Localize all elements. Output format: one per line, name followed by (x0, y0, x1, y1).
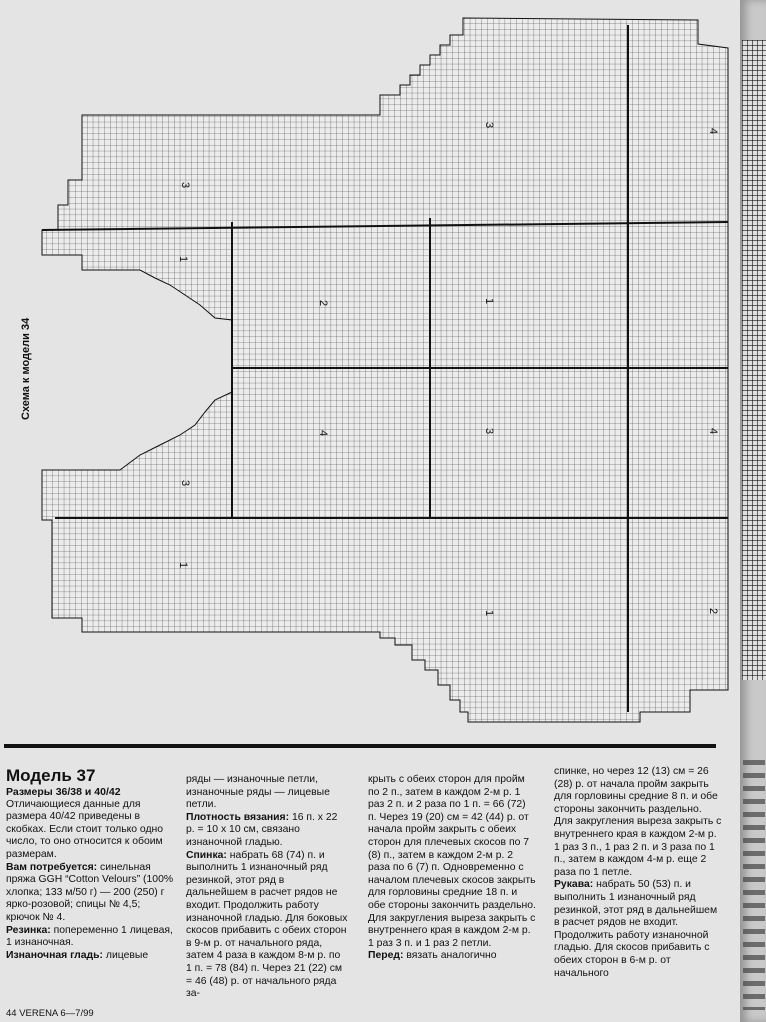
zone-number: 3 (179, 182, 191, 189)
zone-number: 1 (483, 298, 495, 305)
zone-number: 3 (483, 122, 495, 129)
intro-text: Отличающиеся данные для размера 40/42 приведены в скобках. Если стоит только одно число, то оно относится к обоим размерам. (6, 798, 164, 860)
sleeve-paragraph (554, 879, 722, 980)
next-page-text-fragment (743, 760, 765, 1010)
back-paragraph (186, 850, 348, 1001)
density-paragraph (186, 812, 348, 850)
scheme-label: Схема к модели 34 (20, 317, 32, 420)
back-continued: крыть с обеих сторон для пройм по 2 п., затем в каждом 2-м р. 1 раз 2 п. и 2 раза по 1 п. = 66 (72) п. Через 19 (20) см = 42 (44) р. от начала пройм закрыть с обеих сторон для плечевых скосов по 7 (8) п., затем в каждом 2-м р. 2 раза по 6 (7) п. Одновременно с началом плечевых скосов закрыть для горловины средние 18 п. и обе стороны закончить раздельно. Для закругления выреза закрыть с внутреннего края в каждом 2-м р. 1 раз 3 п. и 1 раз 2 петли. (368, 774, 536, 949)
next-page-edge (740, 0, 766, 1022)
materials-paragraph (6, 862, 174, 925)
rib-text: попеременно 1 лицевая, 1 изнаночная. (6, 924, 173, 949)
article-column-3 (368, 774, 536, 963)
page-footer: 44 VERENA 6—7/99 (6, 1008, 94, 1019)
rib-label: Резинка: (6, 924, 51, 936)
materials-text: синельная пряжа GGH “Cotton Velours” (100% хлопка; 133 м/50 г) — 200 (250) г ярко-розовой; спицы № 4,5; крючок № 4. (6, 861, 174, 923)
sleeve-label: Рукава: (554, 879, 594, 891)
zone-number: 2 (317, 300, 329, 307)
zone-number: 1 (177, 256, 189, 263)
density-label: Плотность вязания: (186, 811, 290, 823)
article-column-2 (186, 774, 348, 1001)
materials-label: Вам потребуется: (6, 861, 98, 873)
section-divider (4, 744, 716, 748)
purl-text: лицевые (105, 949, 149, 961)
article-column-4 (554, 766, 722, 980)
back-text: набрать 68 (74) п. и выполнить 1 изнаночный ряд резинкой, этот ряд в дальнейшем в расчет рядов не входит. Продолжить работу изнаночной гладью. Для боковых скосов прибавить с обеих сторон в 9-м р. от начального ряда, затем 4 раза в каждом 8-м р. по 1 п. = 78 (84) п. Через 21 (22) см = 46 (48) р. от начального ряда за- (186, 849, 348, 1000)
model-title: Модель 37 (6, 766, 96, 785)
front-text: вязать аналогично (406, 950, 497, 962)
zone-number: 2 (707, 608, 719, 615)
front-paragraph (368, 950, 536, 963)
front-continued: спинке, но через 12 (13) см = 26 (28) р. от начала пройм закрыть для горловины средние 8 п. и обе стороны закончить раздельно. Для закругления выреза закрыть с внутреннего края в каждом 2-м р. 1 раз 3 п., 1 раз 2 п. и 3 раза по 1 п., затем в каждом 4-м р. еще 2 раза по 1 петле. (554, 766, 722, 878)
zone-number: 3 (179, 480, 191, 487)
back-label: Спинка: (186, 849, 227, 861)
sleeve-text: набрать 50 (53) п. и выполнить 1 изнаночный ряд резинкой, этот ряд в дальнейшем в расчет рядов не входит. Продолжить работу изнаночной гладью. Для скосов прибавить с обеих сторон в 6-м р. от начального (554, 879, 718, 979)
sizes-heading: Размеры 36/38 и 40/42 (6, 786, 121, 798)
purl-continued: ряды — изнаночные петли, изнаночные ряды — лицевые петли. (186, 774, 330, 811)
zone-number: 4 (707, 128, 719, 135)
zone-number: 4 (707, 428, 719, 435)
purl-paragraph (6, 950, 174, 963)
zone-number: 3 (483, 428, 495, 435)
front-label: Перед: (368, 950, 404, 962)
next-page-chart-fragment (742, 40, 766, 680)
zone-number: 1 (177, 562, 189, 569)
chart-outline (42, 18, 728, 722)
density-text: 16 п. х 22 р. = 10 х 10 см, связано изнаночной гладью. (186, 811, 338, 848)
article-column-1 (6, 766, 174, 962)
purl-label: Изнаночная гладь: (6, 949, 103, 961)
zone-number: 1 (483, 610, 495, 617)
rib-paragraph (6, 925, 174, 950)
zone-number: 4 (317, 430, 329, 437)
